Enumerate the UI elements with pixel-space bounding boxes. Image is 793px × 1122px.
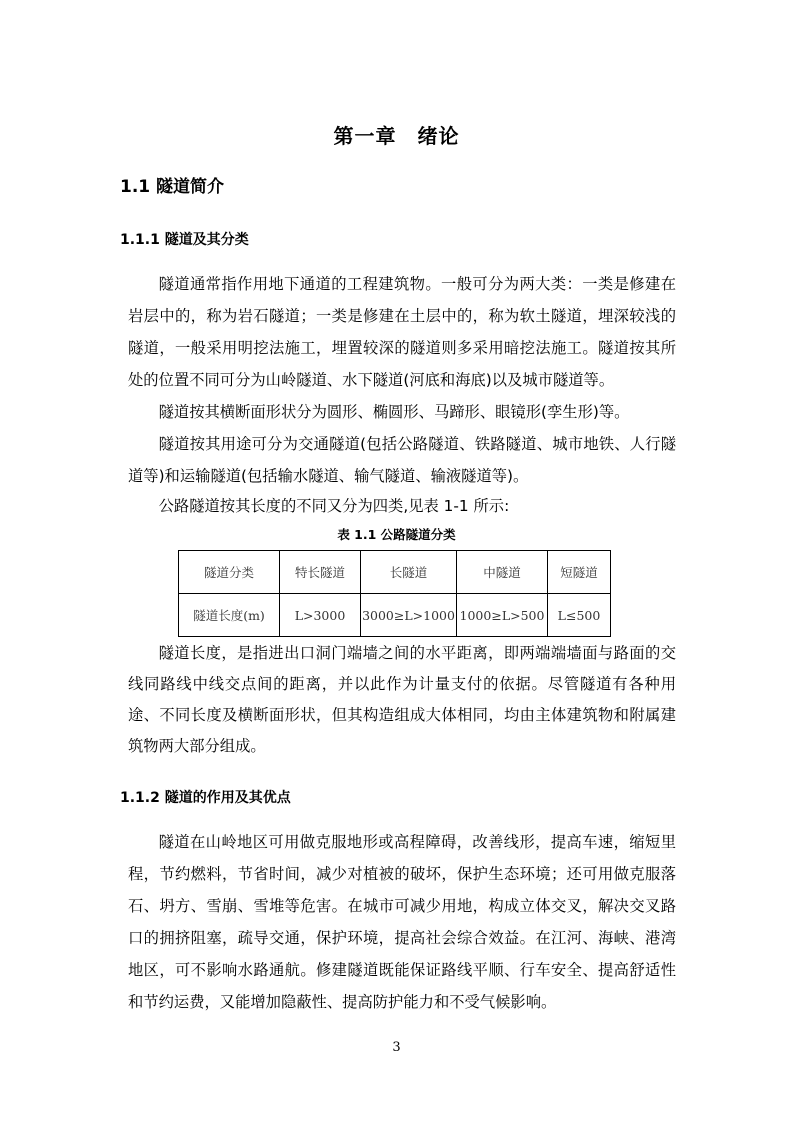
table-header-cell: 短隧道 xyxy=(548,551,611,594)
paragraph-length-types-intro: 公路隧道按其长度的不同又分为四类,见表 1-1 所示: xyxy=(158,497,510,515)
paragraph-tunnel-advantages: 隧道在山岭地区可用做克服地形或高程障碍，改善线形，提高车速，缩短里程，节约燃料，节省时间，减少对植被的破坏，保护生态环境；还可用做克服落石、坍方、雪崩、雪堆等危害。在城市可减少用地，构成立体交叉，解决交叉路口的拥挤阻塞，疏导交通，保护环境，提高社会综合效益。在江河、海峡、港湾地区，可不影响水路通航。修建隧道既能保证路线平顺、行车安全、提高舒适性和节约运费，又能增加隐蔽性、提高防护能力和不受气候影响。 xyxy=(128,833,676,1011)
section-heading-1-1: 1.1 隧道简介 xyxy=(120,177,225,197)
table-header-row xyxy=(179,551,611,594)
table-cell: 3000≥L>1000 xyxy=(361,594,457,637)
table-caption: 表 1.1 公路隧道分类 xyxy=(337,527,456,542)
section-heading-1-1-2: 1.1.2 隧道的作用及其优点 xyxy=(120,790,291,806)
table-row xyxy=(179,594,611,637)
table-header-cell: 中隧道 xyxy=(457,551,548,594)
page-number: 3 xyxy=(392,1040,401,1055)
table-cell: L>3000 xyxy=(280,594,361,637)
chapter-title: 第一章 绪论 xyxy=(333,124,460,148)
section-heading-1-1-1: 1.1.1 隧道及其分类 xyxy=(120,232,249,248)
paragraph-cross-section-types: 隧道按其横断面形状分为圆形、椭圆形、马蹄形、眼镜形(孪生形)等。 xyxy=(158,403,630,421)
table-header-cell: 隧道分类 xyxy=(179,551,280,594)
table-cell: L≤500 xyxy=(548,594,611,637)
table-header-cell: 长隧道 xyxy=(361,551,457,594)
tunnel-classification-table xyxy=(178,550,611,637)
table-cell: 隧道长度(m) xyxy=(179,594,280,637)
table-cell: 1000≥L>500 xyxy=(457,594,548,637)
paragraph-tunnel-definition: 隧道通常指作用地下通道的工程建筑物。一般可分为两大类：一类是修建在岩层中的，称为岩石隧道；一类是修建在土层中的，称为软土隧道，埋深较浅的隧道，一般采用明挖法施工，埋置较深的隧道则多采用暗挖法施工。隧道按其所处的位置不同可分为山岭隧道、水下隧道(河底和海底)以及城市隧道等。 xyxy=(128,275,676,389)
paragraph-usage-types: 隧道按其用途可分为交通隧道(包括公路隧道、铁路隧道、城市地铁、人行隧道等)和运输隧道(包括输水隧道、输气隧道、输液隧道等)。 xyxy=(128,435,676,485)
paragraph-tunnel-length-definition: 隧道长度，是指进出口洞门端墙之间的水平距离，即两端端墙面与路面的交线同路线中线交点间的距离，并以此作为计量支付的依据。尽管隧道有各种用途、不同长度及横断面形状，但其构造组成大体相同，均由主体建筑物和附属建筑物两大部分组成。 xyxy=(128,644,676,755)
table-header-cell: 特长隧道 xyxy=(280,551,361,594)
